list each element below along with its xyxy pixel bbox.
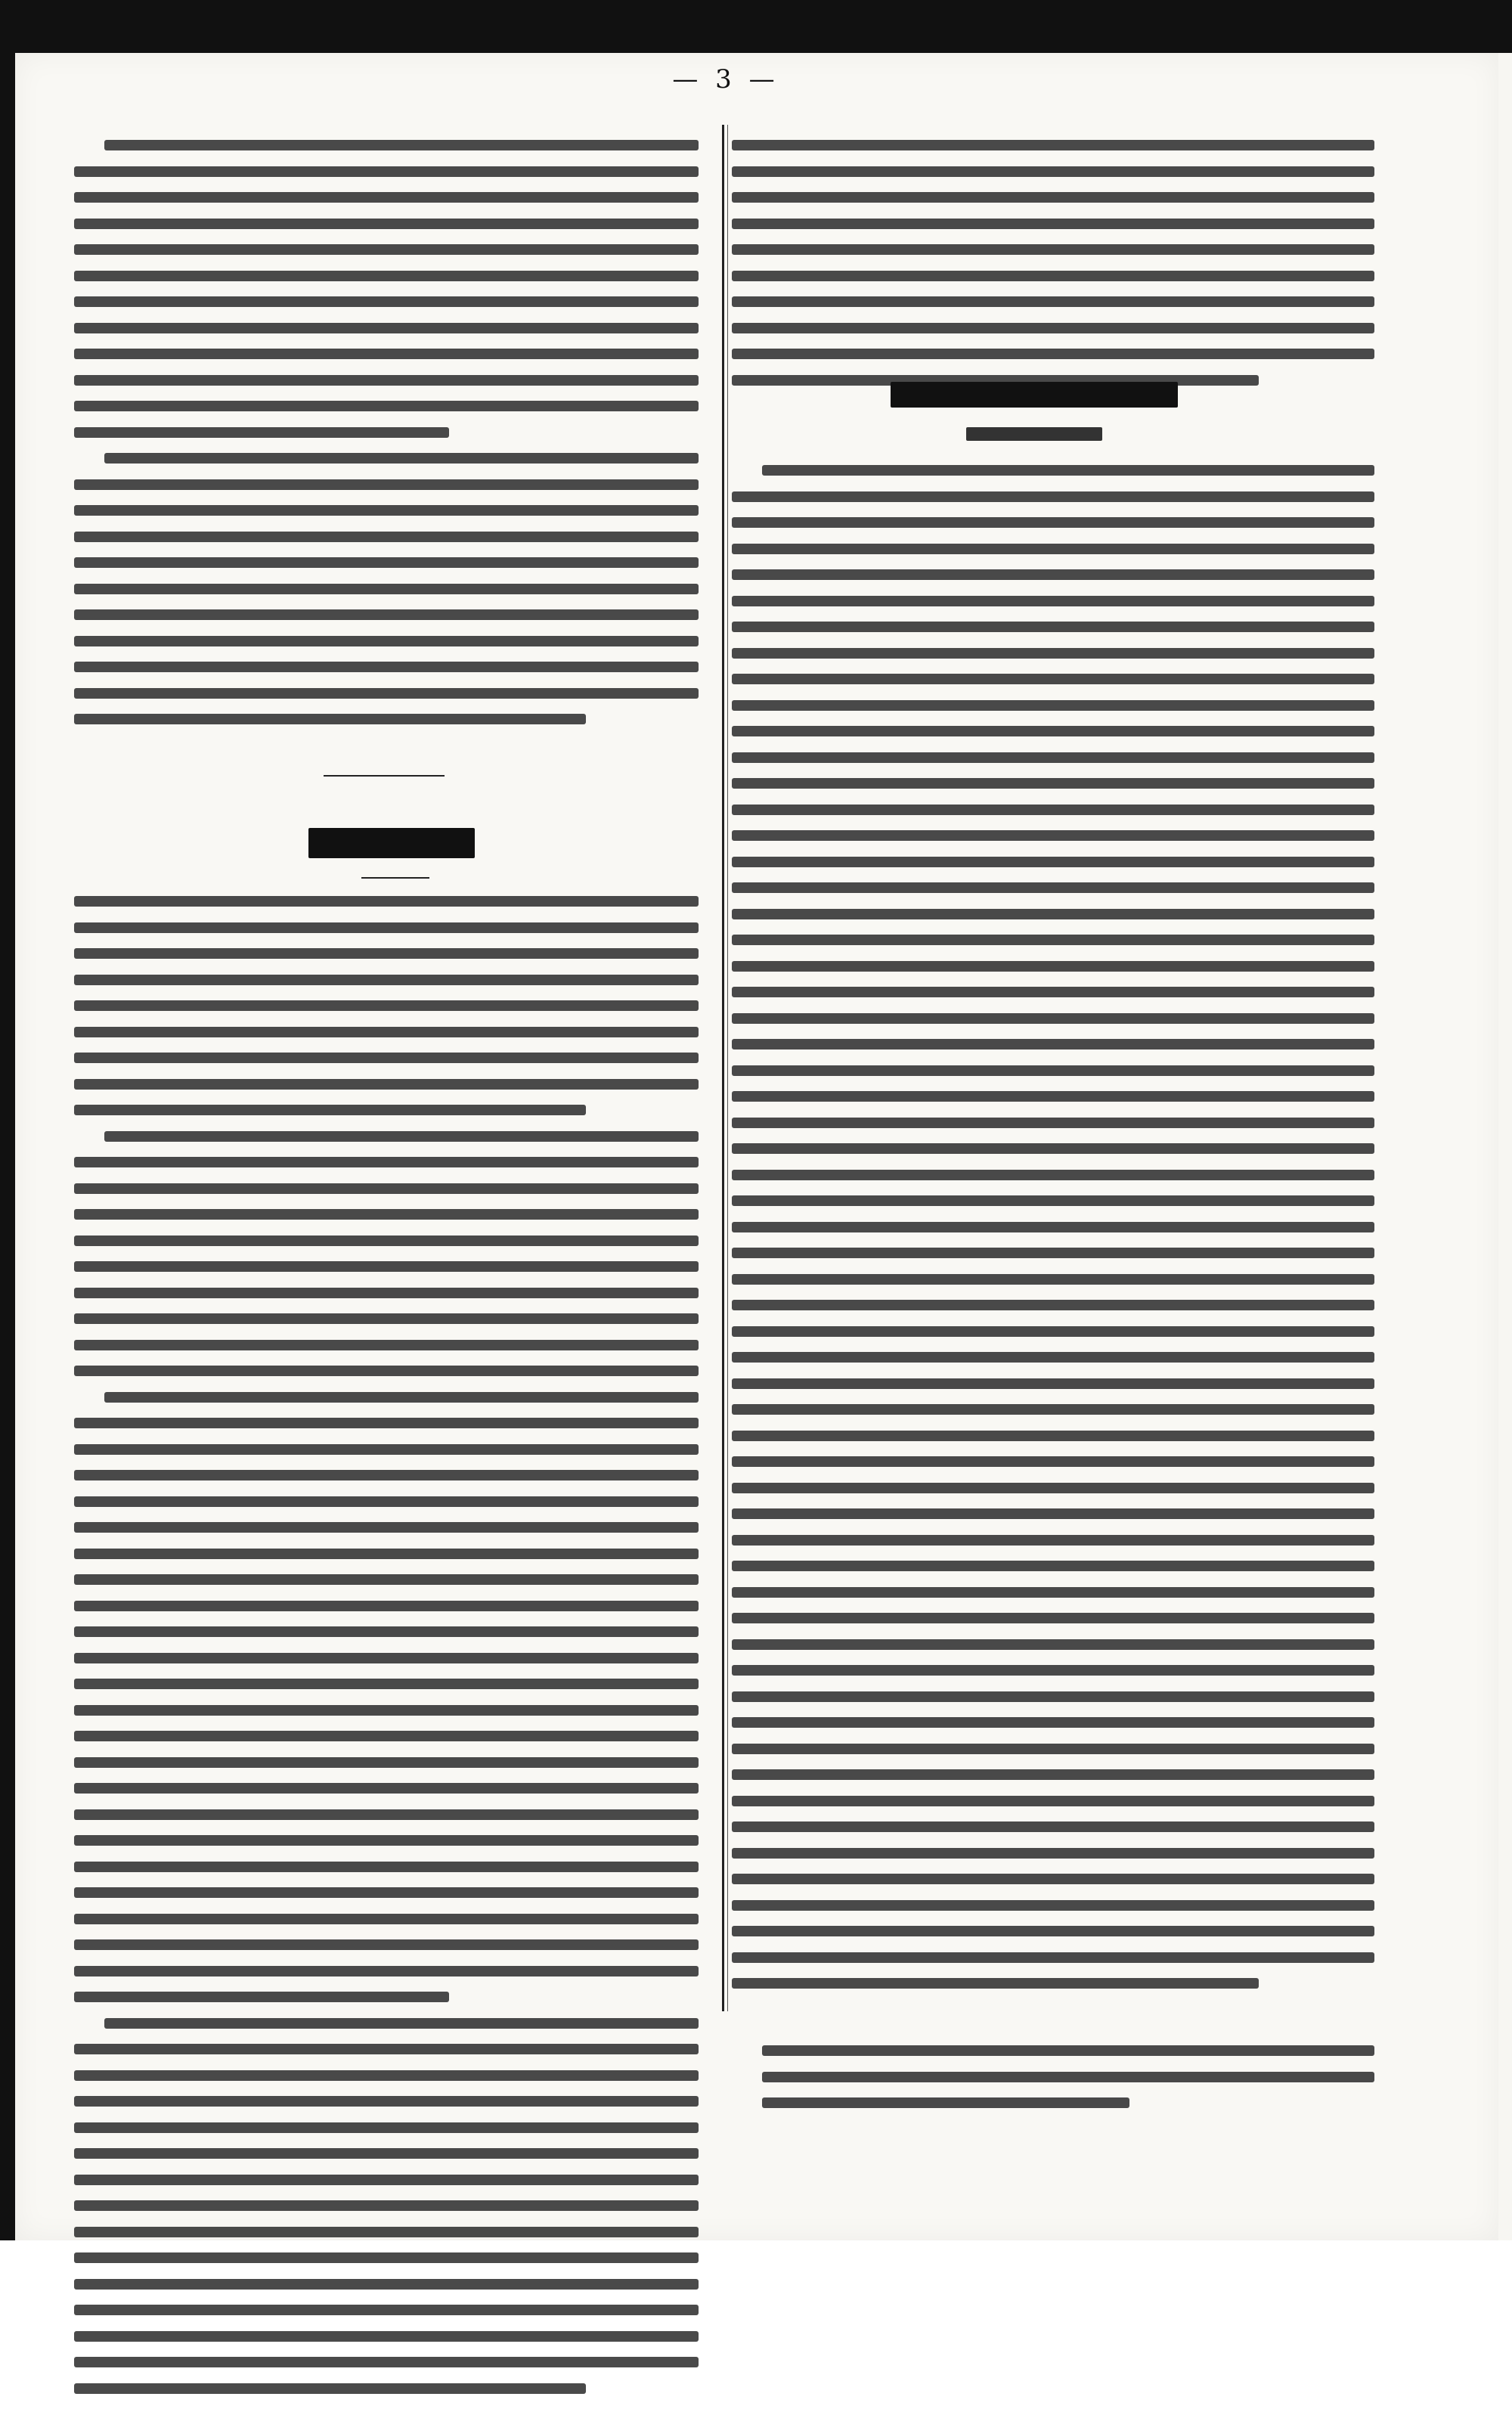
section-rule — [361, 877, 429, 879]
section-heading — [891, 382, 1178, 408]
page-number: — 3 — — [672, 64, 779, 95]
column-divider — [722, 125, 724, 2011]
market-report-block — [762, 2045, 1374, 2124]
scan-border-top — [0, 0, 1512, 53]
section-heading — [308, 828, 475, 858]
dateline — [966, 427, 1102, 441]
article-text-block — [732, 140, 1374, 401]
section-rule — [324, 775, 445, 777]
article-text-block — [74, 896, 699, 2409]
article-text-block — [732, 465, 1374, 2004]
scan-border-left — [0, 0, 15, 2240]
article-text-block — [74, 140, 699, 740]
column-divider-thin — [727, 125, 728, 2011]
